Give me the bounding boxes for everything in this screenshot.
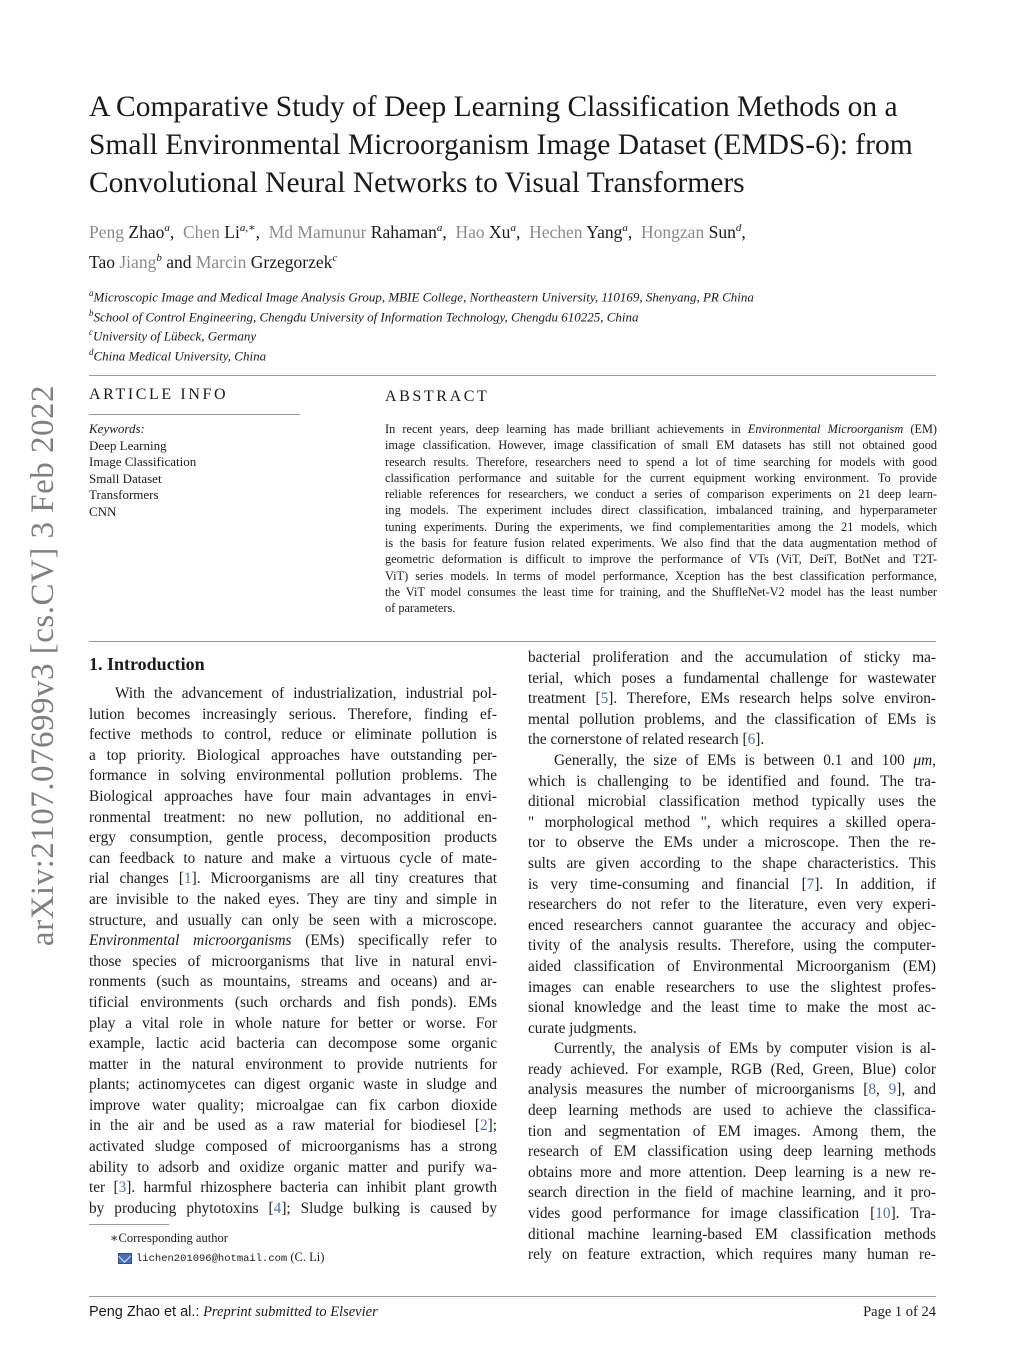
- body-line: ability to adsorb and oxidize organic matter and purify wa-: [89, 1158, 497, 1176]
- body-line: research of EM classification using deep learning methods: [528, 1143, 936, 1161]
- author: [183, 222, 256, 242]
- author-surname: Sun: [708, 221, 736, 242]
- body-line: are invisible to the naked eyes. They are tiny and simple in: [89, 890, 497, 908]
- author-affiliation-mark: d: [735, 222, 742, 234]
- body-line: tivity of the analysis results. Therefore, using the computer-: [528, 937, 936, 955]
- author-separator: ,: [442, 221, 447, 242]
- body-line: ergy consumption, gentle process, decomposition products: [89, 829, 497, 847]
- author: [269, 222, 443, 242]
- author-separator: ,: [169, 221, 175, 242]
- author-affiliation-mark: a: [622, 222, 628, 234]
- author-surname: Tao: [89, 251, 120, 272]
- abstract-body: [385, 421, 937, 617]
- keyword: Deep Learning: [89, 437, 167, 453]
- affiliation: [89, 304, 949, 324]
- corresponding-author-note: [110, 1229, 324, 1248]
- author-surname: Grzegorzek: [250, 251, 333, 272]
- body-line: treatment [5]. Therefore, EMs research helps solve environ-: [528, 690, 936, 708]
- author-affiliation-mark: a: [436, 222, 443, 234]
- body-line: researchers do not refer to the literature, even very experi-: [528, 896, 936, 914]
- body-line: ronmental treatment: no new pollution, no additional en-: [89, 808, 497, 826]
- footer-author: Peng Zhao et al.:: [89, 1304, 200, 1320]
- author-given-name: Hongzan: [641, 221, 705, 242]
- affiliation-list: [89, 284, 949, 362]
- body-line: structure, and usually can only be seen with a microscope.: [89, 911, 497, 929]
- author-given-name: Jiang: [119, 251, 157, 272]
- citation-link[interactable]: 7: [806, 875, 815, 893]
- arxiv-identifier: arXiv:2107.07699v3 [cs.CV] 3 Feb 2022: [25, 384, 62, 946]
- affiliation-mark: d: [89, 346, 94, 357]
- author-given-name: Md Mamunur: [268, 221, 367, 242]
- body-line: obtains more and more attention. Deep learning is a new re-: [528, 1163, 936, 1181]
- citation-link[interactable]: 3: [118, 1179, 127, 1197]
- footnote-divider: [89, 1224, 169, 1225]
- author: [529, 222, 628, 242]
- footnote-mark: ∗: [110, 1231, 119, 1245]
- body-line: rely on feature extraction, which requires many human re-: [528, 1246, 936, 1264]
- keyword: Image Classification: [89, 454, 197, 469]
- abstract-line: ing models. The experiment includes direct classification, imbalanced training, and hyperparameter: [385, 503, 937, 518]
- paper-title: [89, 88, 959, 202]
- email-owner: (C. Li): [290, 1250, 325, 1264]
- body-line: by producing phytotoxins [4]; Sludge bulking is caused by: [89, 1199, 497, 1217]
- body-line: tion and segmentation of EM images. Among them, the: [528, 1122, 936, 1140]
- citation-link[interactable]: 6: [747, 731, 756, 749]
- body-line: tificial environments (such orchards and fish ponds). EMs: [89, 993, 497, 1011]
- body-line: example, lactic acid bacteria can decompose some organic: [89, 1035, 497, 1053]
- footnote: [110, 1229, 324, 1269]
- body-line: ditional machine learning-based EM classification methods: [528, 1225, 936, 1243]
- author: [89, 252, 162, 272]
- body-line: lution becomes increasingly serious. Therefore, finding ef-: [89, 705, 497, 723]
- body-line: Currently, the analysis of EMs by computer vision is al-: [554, 1040, 936, 1058]
- keyword: Transformers: [89, 487, 159, 502]
- corresponding-author-label: Corresponding author: [118, 1231, 228, 1245]
- abstract-line: geometric deformation is difficult to improve the performance of VTs (ViT, DeiT, BotNet and T2T-: [385, 552, 937, 567]
- abstract-line: of parameters.: [385, 601, 456, 616]
- citation-link[interactable]: 10: [875, 1205, 891, 1223]
- author-surname: Rahaman: [370, 221, 437, 242]
- body-line: sults are given according to the shape characteristics. This: [528, 854, 936, 872]
- body-line: in the air and be used as a raw material for biodiesel [2];: [89, 1117, 497, 1135]
- body-line: sional knowledge and the least time to make the most ac-: [528, 999, 936, 1017]
- abstract-heading: ABSTRACT: [385, 388, 490, 405]
- abstract-line: In recent years, deep learning has made brilliant achievements in Environmental Microorganism (EM): [385, 422, 937, 436]
- body-line: ter [3]. harmful rhizosphere bacteria can inhibit plant growth: [89, 1179, 497, 1197]
- body-line: a top priority. Biological approaches have outstanding per-: [89, 746, 497, 764]
- body-line: rial changes [1]. Microorganisms are all tiny creatures that: [89, 870, 497, 888]
- author-separator: ,: [741, 221, 746, 242]
- title-line: A Comparative Study of Deep Learning Classification Methods on a: [89, 91, 898, 123]
- citation-link[interactable]: 4: [273, 1199, 282, 1217]
- body-line: With the advancement of industrialization, industrial pol-: [115, 685, 497, 702]
- body-line: deep learning methods are used to achieve the classifica-: [528, 1102, 936, 1120]
- author-given-name: Hao: [455, 221, 485, 242]
- author: [456, 222, 516, 242]
- emphasis-text: Environmental microorganisms: [89, 932, 292, 950]
- body-line: Biological approaches have four main advantages in envi-: [89, 787, 497, 805]
- header-divider: [89, 375, 936, 376]
- mail-icon: [118, 1253, 132, 1264]
- left-column-text: [89, 684, 497, 1219]
- footer-venue: Preprint submitted to Elsevier: [203, 1304, 378, 1320]
- footer-left: [89, 1304, 378, 1321]
- abstract-line: image classification. However, image classification of small EM datasets has still not obtained good: [385, 438, 937, 453]
- keywords-block: [89, 421, 196, 520]
- author: [641, 222, 741, 242]
- article-info-divider: [89, 414, 300, 415]
- abstract-line: tuning experiments. During the experiments, we find complementarities among the 21 models, which: [385, 519, 937, 534]
- citation-link[interactable]: 2: [479, 1117, 488, 1135]
- page-number: Page 1 of 24: [863, 1304, 936, 1320]
- section-heading: 1. Introduction: [89, 654, 205, 674]
- citation-link[interactable]: 9: [888, 1081, 897, 1099]
- body-line: is very time-consuming and financial [7]. In addition, if: [528, 875, 936, 893]
- email-line: [110, 1248, 324, 1269]
- author-and: and: [166, 251, 192, 272]
- body-line: play a vital role in whole nature for better or worse. For: [89, 1014, 497, 1032]
- body-line: plants; actinomycetes can digest organic waste in sludge and: [89, 1076, 497, 1094]
- keyword: CNN: [89, 503, 117, 519]
- author-given-name: Hechen: [529, 221, 583, 242]
- affiliation-text: University of Lübeck, Germany: [93, 328, 257, 344]
- body-line: improve water quality; microalgae can fix carbon dioxide: [89, 1096, 497, 1114]
- author-list: [89, 215, 949, 275]
- body-line: Generally, the size of EMs is between 0.1 and 100 μm,: [554, 751, 936, 769]
- right-column: [528, 648, 936, 1273]
- affiliation-text: China Medical University, China: [93, 347, 267, 363]
- body-line: ronments (such as mountains, streams and oceans) and ar-: [89, 973, 497, 991]
- body-line: analysis measures the number of microorganisms [8, 9], and: [528, 1081, 936, 1099]
- affiliation-mark: c: [89, 327, 93, 337]
- author-surname: Xu: [489, 221, 511, 242]
- author-surname: Li: [224, 221, 240, 242]
- author-given-name: Chen: [182, 221, 220, 242]
- body-line: images can enable researchers to use the slightest profes-: [528, 978, 936, 996]
- body-line: which is challenging to be identified and found. The tra-: [528, 772, 936, 790]
- article-info-heading: ARTICLE INFO: [89, 386, 229, 403]
- affiliation-text: School of Control Engineering, Chengdu University of Information Technology, Chengdu 610225, China: [93, 308, 639, 324]
- body-line: " morphological method ", which requires a skilled opera-: [528, 813, 936, 831]
- citation-link[interactable]: 1: [183, 870, 192, 888]
- author-affiliation-mark: c: [332, 251, 338, 264]
- citation-link[interactable]: 8: [868, 1081, 876, 1099]
- title-line: Convolutional Neural Networks to Visual Transformers: [89, 167, 745, 199]
- abstract-line: ViT) series models. In terms of model performance, Xception has the best classification performance,: [385, 568, 937, 583]
- body-line: tor to observe the EMs under a microscope. Then the re-: [528, 834, 936, 852]
- body-line: aided classification of Environmental Microorganism (EM): [528, 957, 936, 975]
- author-affiliation-mark: b: [156, 251, 162, 264]
- left-column: [89, 652, 497, 1222]
- author-given-name: Marcin: [195, 251, 247, 272]
- body-line: activated sludge composed of microorganisms has a strong: [89, 1138, 497, 1156]
- affiliation: [89, 343, 949, 363]
- author-separator: ,: [515, 221, 521, 242]
- affiliation-text: Microscopic Image and Medical Image Analysis Group, MBIE College, Northeastern University, 110169, Shenyang, PR China: [93, 289, 754, 305]
- citation-link[interactable]: 5: [600, 690, 609, 708]
- right-column-text: [528, 648, 936, 1266]
- body-line: those species of microorganisms that live in natural envi-: [89, 952, 497, 970]
- author-separator: ,: [627, 221, 633, 242]
- body-line: search direction in the field of machine learning, and it pro-: [528, 1184, 936, 1202]
- affiliation: [89, 284, 949, 304]
- abstract-line: is the basis for feature fusion related experiments. We also find that the data augmentation method of: [385, 536, 937, 551]
- arxiv-side-stamp: [19, 372, 69, 958]
- email-link[interactable]: lichen201096@hotmail.com: [136, 1253, 288, 1265]
- body-line: bacterial proliferation and the accumulation of sticky ma-: [528, 649, 936, 666]
- footer-divider: [89, 1296, 936, 1297]
- author-surname: Zhao: [128, 221, 165, 242]
- author-separator: ,: [255, 221, 260, 242]
- title-line: Small Environmental Microorganism Image Dataset (EMDS-6): from: [89, 129, 913, 161]
- abstract-line: classification performance and suitable for the current equipment working environment. To provide: [385, 470, 937, 485]
- body-line: can feedback to nature and make a virtuous cycle of mate-: [89, 849, 497, 867]
- affiliation-mark: a: [89, 288, 94, 298]
- author-given-name: Peng: [89, 221, 124, 242]
- body-line: matter in the natural environment to provide nutrients for: [89, 1055, 497, 1073]
- author: [196, 252, 337, 272]
- body-line: ditional microbial classification method typically uses the: [528, 793, 936, 811]
- body-line: Environmental microorganisms (EMs) specifically refer to: [89, 932, 497, 950]
- author-affiliation-mark: a: [164, 222, 170, 234]
- author-affiliation-mark: a,∗: [239, 222, 256, 234]
- body-line: the cornerstone of related research [6].: [528, 731, 765, 749]
- affiliation: [89, 323, 949, 343]
- abstract-line: the ViT model consumes the least time for training, and the ShuffleNet-V2 model has the least number: [385, 584, 937, 599]
- emphasis-text: Environmental Microorganism: [747, 422, 904, 436]
- keyword: Small Dataset: [89, 470, 162, 486]
- body-line: terial, which poses a fundamental challenge for wastewater: [528, 669, 936, 687]
- abstract-line: research results. Therefore, researchers need to spend a lot of time searching for models with good: [385, 454, 937, 469]
- body-line: mental pollution problems, and the classification of EMs is: [528, 710, 936, 728]
- author: [89, 222, 170, 242]
- abstract-divider: [89, 641, 936, 642]
- keywords-label: Keywords:: [89, 421, 145, 436]
- body-line: curate judgments.: [528, 1019, 637, 1037]
- body-line: fective methods to control, reduce or eliminate pollution is: [89, 726, 497, 744]
- abstract-line: reliable references for researchers, we conduct a series of comparison experiments on 21 deep learn-: [385, 487, 937, 502]
- author-affiliation-mark: a: [510, 222, 516, 234]
- author-surname: Yang: [586, 221, 623, 242]
- emphasis-text: μm: [913, 751, 933, 769]
- body-line: ready achieved. For example, RGB (Red, Green, Blue) color: [528, 1060, 936, 1078]
- body-line: formance in solving environmental pollution problems. The: [89, 767, 497, 785]
- affiliation-mark: b: [89, 307, 94, 318]
- body-line: enced researchers cannot guarantee the accuracy and objec-: [528, 916, 936, 934]
- body-line: vides good performance for image classification [10]. Tra-: [528, 1205, 937, 1223]
